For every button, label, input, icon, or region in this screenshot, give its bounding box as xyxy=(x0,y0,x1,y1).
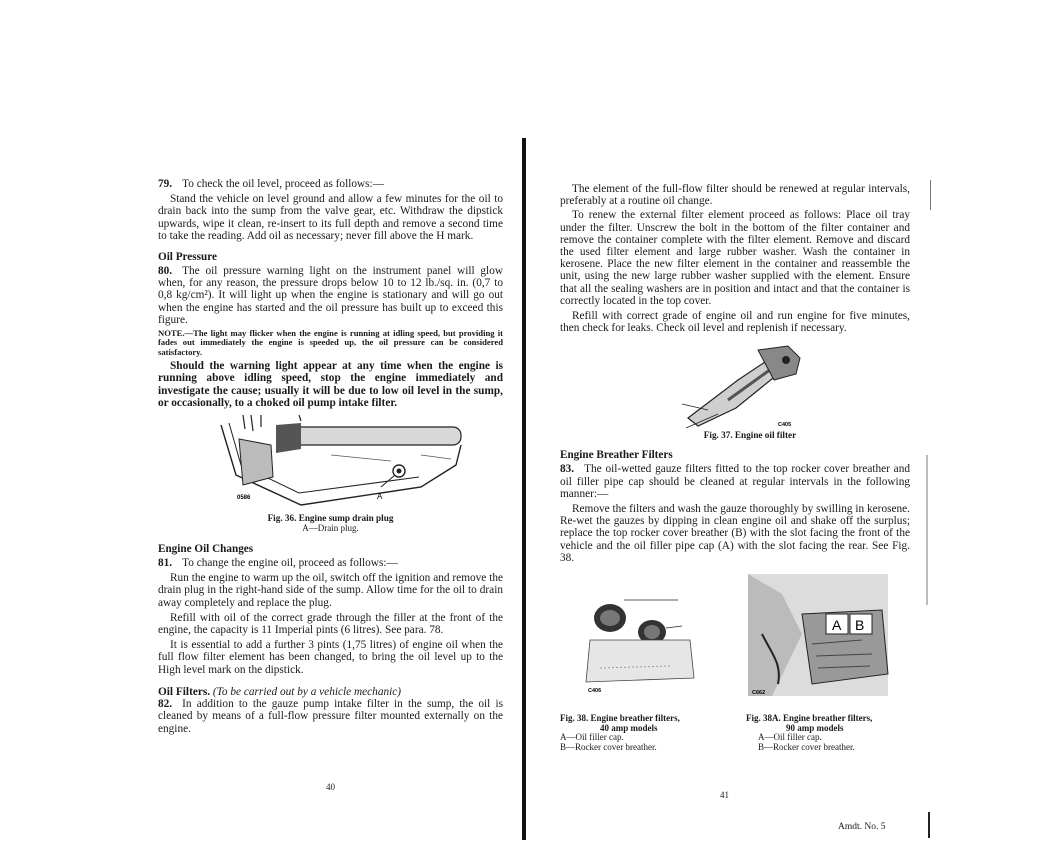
figure-38a-models: 90 amp models xyxy=(786,722,844,733)
figure-36-caption: Fig. 36. Engine sump drain plug xyxy=(267,513,394,524)
left-page xyxy=(158,178,503,735)
section-heading-oil-filters xyxy=(158,686,503,698)
figure-code: 0586 xyxy=(236,495,250,502)
paragraph-filter-refill: Refill with correct grade of engine oil and run engine for five minutes, then check for leaks. Check oil level and replenish if necessary. xyxy=(560,310,910,335)
paragraph-81-lead xyxy=(158,557,503,569)
paragraph-number: 81. xyxy=(158,557,173,570)
figure-38a-item-a: A—Oil filler cap. xyxy=(758,732,822,743)
figure-code: C662 xyxy=(752,690,766,697)
paragraph-text: To check the oil level, proceed as follows:— xyxy=(182,178,384,190)
oil-filter-illustration xyxy=(678,340,818,430)
paragraph-81-body-3: It is essential to add a further 3 pints (1,75 litres) of engine oil when the full flow filter element has been changed, to bring the oil level up to the High level mark on the dipstick. xyxy=(158,639,503,676)
paragraph-82 xyxy=(158,698,503,735)
scan-artifact xyxy=(928,812,930,838)
section-heading-oil-pressure: Oil Pressure xyxy=(158,251,217,264)
paragraph-number: 79. xyxy=(158,178,173,190)
paragraph-number: 83. xyxy=(560,463,575,476)
page-number-left: 40 xyxy=(326,782,335,792)
paragraph-79-body: Stand the vehicle on level ground and allow a few minutes for the oil to drain back into the sump from the valve gear, etc. Withdraw the dipstick upwards, wipe it clean, re-insert to its full depth and remove a second time to take the reading. Add oil as necessary; never fill above the H mark. xyxy=(158,193,503,242)
paragraph-83-body-2: Remove the filters and wash the gauze thoroughly by swilling in kerosene. Re-wet the gauzes by dipping in clean engine oil and shake off the surplus; replace the top rocker cover breather (B) with the slot facing the front of the vehicle and the oil filler pipe cap (A) with the slot facing the rear. See Fig. 38. xyxy=(560,503,910,564)
paragraph-text: To change the engine oil, proceed as follows:— xyxy=(182,557,398,570)
note-text: NOTE.—The light may flicker when the engine is running at idling speed, but providing it fades out immediately the engine is speeded up, the oil pressure can be considered satisfactory. xyxy=(158,328,503,357)
amendment-number: Amdt. No. 5 xyxy=(838,822,886,832)
breather-filters-40amp-illustration xyxy=(570,588,700,700)
figure-38 xyxy=(570,588,700,700)
sump-drain-plug-illustration xyxy=(181,415,481,511)
label-a: A xyxy=(832,617,842,634)
paragraph-81-body-2: Refill with oil of the correct grade through the filler at the front of the engine, the capacity is 11 Imperial pints (6 litres). See para. 78. xyxy=(158,611,503,637)
scan-artifact xyxy=(930,180,931,210)
figure-38-caption: Fig. 38. Engine breather filters, xyxy=(560,713,680,724)
figure-38a-item-b: B—Rocker cover breather. xyxy=(758,741,855,752)
paragraph-filter-intro: The element of the full-flow filter should be renewed at regular intervals, preferably at a routine oil change. xyxy=(560,183,910,208)
paragraph-text: The oil pressure warning light on the instrument panel will glow when, for any reason, the pressure drops below 10 to 12 lb./sq. in. (0,7 to 0,8 kg/cm²). It will light up when the engine is stationary and will go out when the engine has started and the oil pressure has built up to exceed this figure. xyxy=(158,265,503,326)
scan-artifact xyxy=(926,455,928,605)
figure-captions-row xyxy=(560,714,910,766)
figure-38-item-a: A—Oil filler cap. xyxy=(560,732,624,743)
paragraph-80 xyxy=(158,265,503,326)
figure-38-models: 40 amp models xyxy=(600,722,658,733)
book-spine xyxy=(522,138,526,840)
paragraph-number: 82. xyxy=(158,698,173,711)
paragraph-number: 80. xyxy=(158,265,173,278)
label-b: B xyxy=(855,617,865,634)
figure-38-caption-block xyxy=(560,714,720,752)
paragraph-filter-renew: To renew the external filter element proceed as follows: Place oil tray under the filter. Unscrew the bolt in the bottom of the filter container and remove the container complete with the filter element. Remove and discard the used filter element and large rubber washer. Wash the container in kerosene. Place the new filter element in the container and reassemble the unit, using the new large rubber washer supplied with the element. Ensure that all the sealing washers are in position and intact and that the container is correctly located in the top cover. xyxy=(560,209,910,307)
figures-38-row xyxy=(560,574,910,714)
paragraph-79-lead xyxy=(158,178,503,190)
heading-text: Oil Filters. xyxy=(158,685,211,698)
paragraph-83 xyxy=(560,463,910,500)
figure-38a-caption-block xyxy=(746,714,910,752)
section-heading-engine-oil-changes: Engine Oil Changes xyxy=(158,543,254,556)
page-number-right: 41 xyxy=(720,790,729,800)
label-a: A xyxy=(376,492,382,502)
breather-filters-90amp-illustration xyxy=(742,574,894,702)
figure-38a-caption: Fig. 38A. Engine breather filters, xyxy=(746,713,873,724)
figure-36 xyxy=(181,415,481,511)
right-page xyxy=(560,183,910,766)
paragraph-text: In addition to the gauze pump intake filter in the sump, the oil is cleaned by means of a full-flow pressure filter mounted externally on the engine. xyxy=(158,698,503,735)
figure-code: C406 xyxy=(588,688,602,695)
heading-subtitle: (To be carried out by a vehicle mechanic) xyxy=(212,685,402,698)
figure-code: C405 xyxy=(778,422,792,429)
paragraph-80-warning: Should the warning light appear at any time when the engine is running above idling speed, stop the engine immediately and investigate the cause; usually it will be due to low oil level in the sump, or occasionally, to a choked oil pump intake filter. xyxy=(158,360,503,409)
figure-38-item-b: B—Rocker cover breather. xyxy=(560,741,657,752)
paragraph-81-body-1: Run the engine to warm up the oil, switch off the ignition and remove the drain plug in the right-hand side of the sump. Allow time for the oil to drain away completely and replace the plug. xyxy=(158,572,503,609)
figure-38a xyxy=(742,574,894,702)
figure-37-caption: Fig. 37. Engine oil filter xyxy=(703,430,797,441)
figure-37 xyxy=(678,340,818,430)
section-heading-breather-filters: Engine Breather Filters xyxy=(560,449,673,462)
paragraph-text: The oil-wetted gauze filters fitted to the top rocker cover breather and oil filler pipe cap should be cleaned at regular intervals in the following manner:— xyxy=(560,463,910,500)
figure-36-subcaption: A—Drain plug. xyxy=(302,523,359,534)
